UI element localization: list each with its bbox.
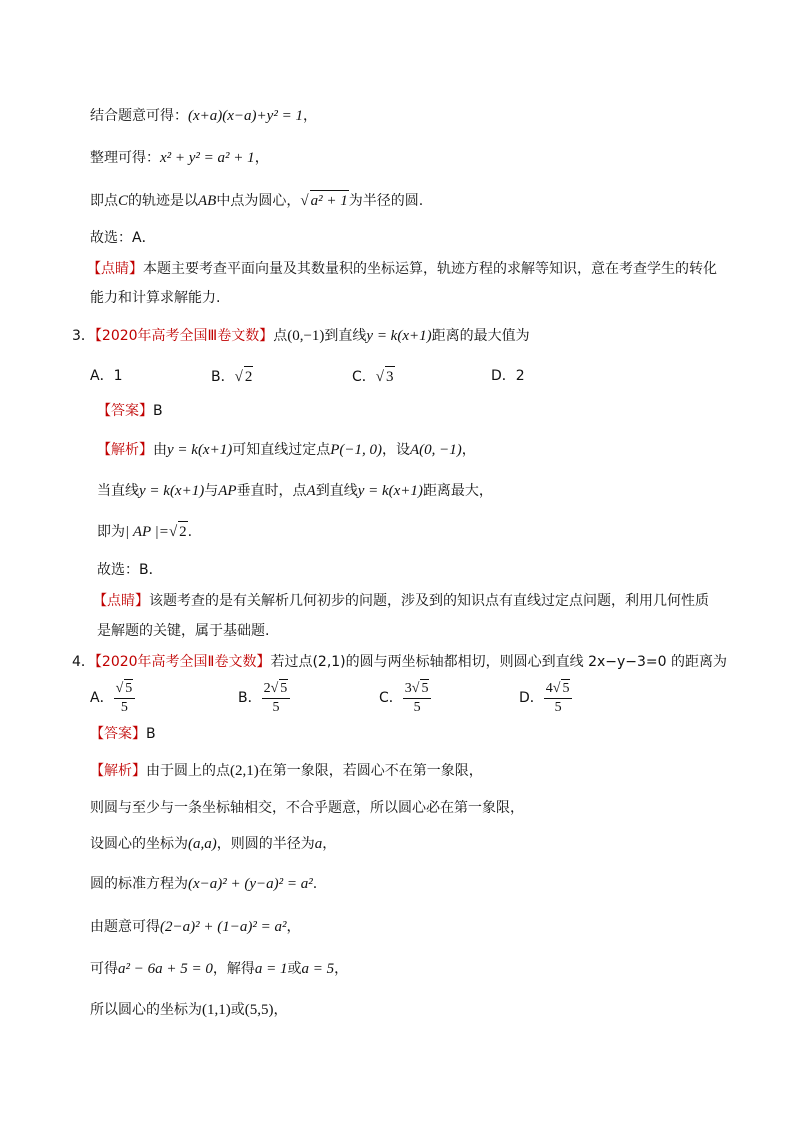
analysis-line-4: 圆的标准方程为(x−a)² + (y−a)² = a². [90, 876, 318, 892]
analysis-choose: 故选：B． [97, 562, 163, 578]
answer-tag: 【答案】 [90, 726, 146, 742]
sqrt-expression: √ a² + 1 [300, 193, 348, 209]
question-source-tag: 【2020年高考全国Ⅲ卷文数】 [94, 328, 274, 344]
option-c: C．√ 3 [352, 366, 395, 387]
analysis-tag: 【解析】 [90, 763, 146, 779]
analysis-tag: 【解析】 [97, 442, 153, 458]
text-line-simplify: 整理可得：x² + y² = a² + 1， [90, 150, 269, 166]
option-a: A． $\frac{√ 5}{5}$ [90, 679, 135, 717]
question-source-tag: 【2020年高考全国Ⅱ卷文数】 [94, 654, 271, 670]
option-c: C． $\frac{3√ 5}{5}$ [379, 679, 431, 717]
answer-tag: 【答案】 [97, 403, 153, 419]
text-line-locus: 即点C的轨迹是以AB中点为圆心，√ a² + 1为半径的圆. [90, 190, 423, 211]
option-d: D． $\frac{4√ 5}{5}$ [519, 679, 572, 717]
analysis-line-1: 【解析】由y = k(x+1)可知直线过定点P(−1, 0)，设A(0, −1)， [97, 442, 476, 458]
option-d: D．2 [491, 368, 525, 384]
analysis-line-2: 则圆与至少与一条坐标轴相交，不合乎题意，所以圆心必在第一象限， [90, 800, 524, 816]
analysis-line-3: 即为| AP |=√ 2. [97, 521, 192, 542]
text-line-combine: 结合题意可得：(x+a)(x−a)+y² = 1， [90, 108, 317, 124]
question-4-title: 4．【2020年高考全国Ⅱ卷文数】若过点(2,1)的圆与两坐标轴都相切，则圆心到直线 2x−y−3=0 的距离为 [72, 654, 728, 670]
analysis-line-1: 【解析】由于圆上的点(2,1)在第一象限，若圆心不在第一象限， [90, 763, 483, 779]
comment-line-cont: 是解题的关键，属于基础题. [97, 623, 270, 639]
analysis-line-3: 设圆心的坐标为(a,a)，则圆的半径为a， [90, 836, 337, 852]
option-b: B． $\frac{2√ 5}{5}$ [238, 679, 290, 717]
comment-tag: 【点睛】 [93, 593, 149, 609]
text-line-choose: 故选：A． [90, 230, 156, 246]
comment-line-cont: 能力和计算求解能力. [90, 290, 221, 306]
analysis-line-2: 当直线y = k(x+1)与AP垂直时，点A到直线y = k(x+1)距离最大， [97, 483, 493, 499]
option-b: B．√ 2 [211, 366, 253, 387]
analysis-line-5: 由题意可得(2−a)² + (1−a)² = a²， [90, 919, 301, 935]
comment-line: 【点睛】该题考查的是有关解析几何初步的问题，涉及到的知识点有直线过定点问题，利用几何性质 [93, 593, 709, 609]
analysis-line-7: 所以圆心的坐标为(1,1)或(5,5)， [90, 1002, 288, 1018]
equation: x² + y² = a² + 1 [160, 150, 255, 166]
analysis-line-6: 可得a² − 6a + 5 = 0，解得a = 1或a = 5， [90, 961, 349, 977]
option-a: A．1 [90, 368, 123, 384]
question-3-title: 3．【2020年高考全国Ⅲ卷文数】点(0,−1)到直线y = k(x+1)距离的最大值为 [72, 328, 530, 344]
comment-tag: 【点睛】 [87, 261, 143, 277]
answer-line: 【答案】B [90, 726, 156, 742]
equation: (x+a)(x−a)+y² = 1 [188, 108, 303, 124]
comment-line: 【点睛】本题主要考查平面向量及其数量积的坐标运算，轨迹方程的求解等知识，意在考查学生的转化 [87, 261, 717, 277]
answer-line: 【答案】B [97, 403, 163, 419]
